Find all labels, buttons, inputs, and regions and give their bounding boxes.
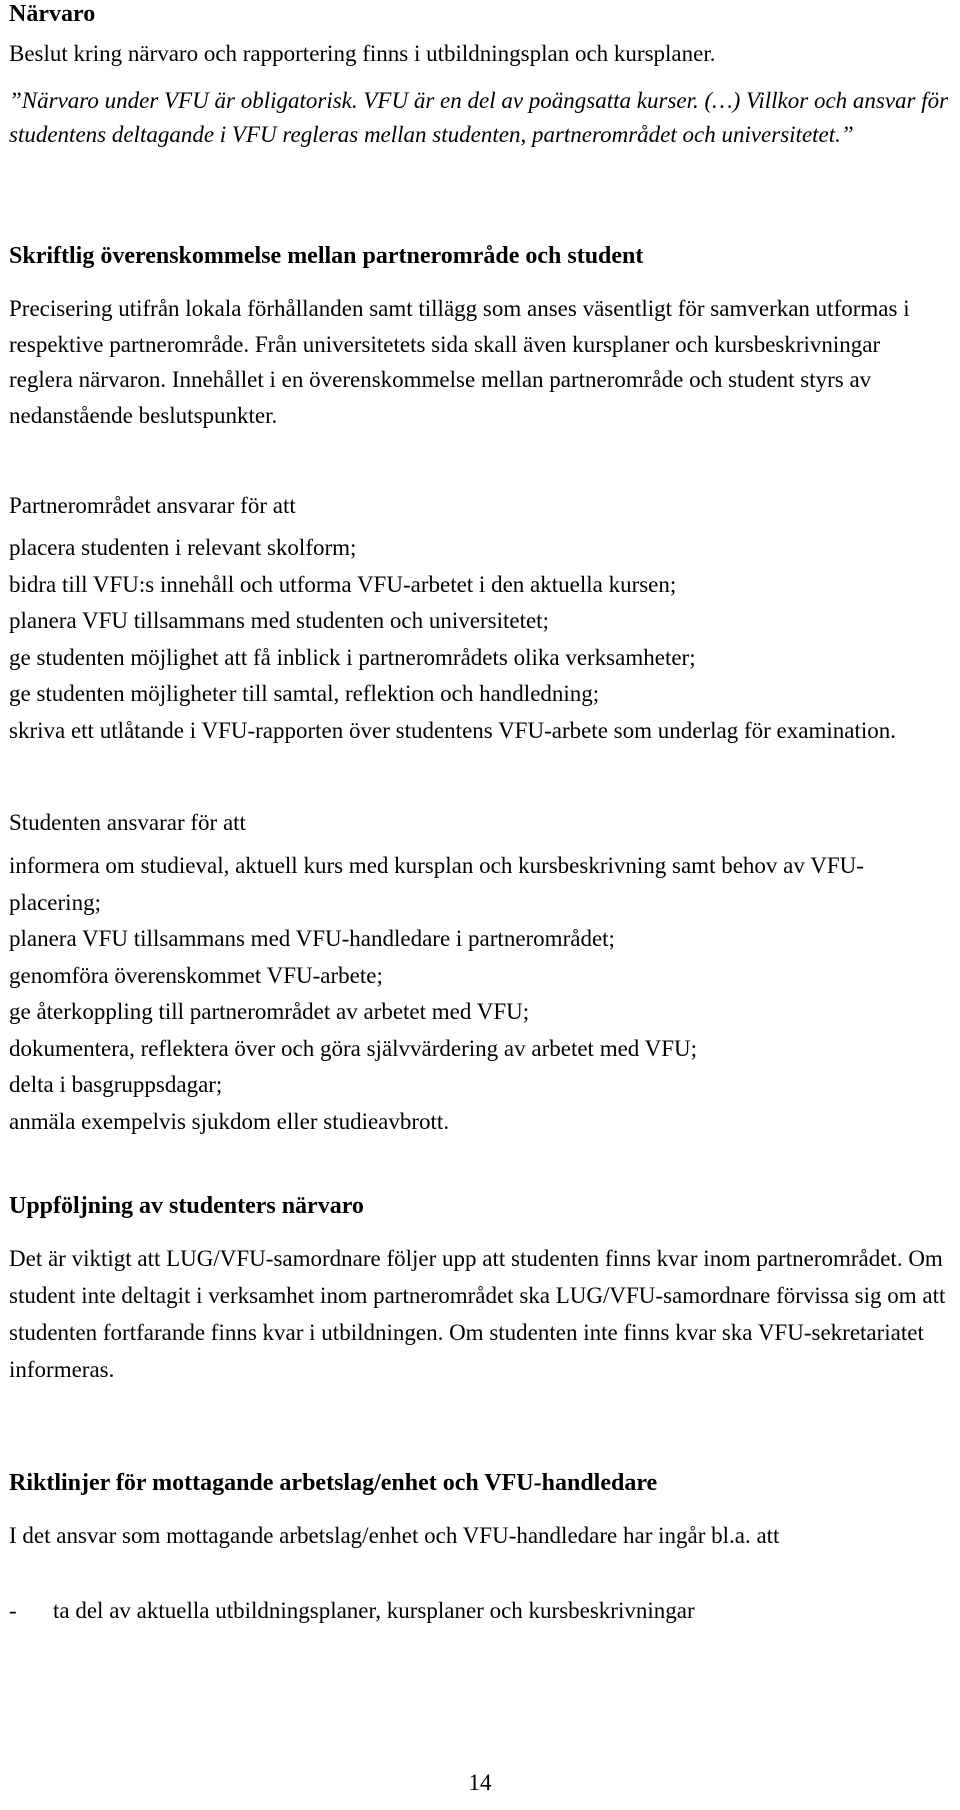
student-list-item: dokumentera, reflektera över och göra självvärdering av arbetet med VFU;: [9, 1035, 698, 1061]
partner-list-item: ge studenten möjligheter till samtal, reflektion och handledning;: [9, 681, 600, 706]
partner-lead: Partnerområdet ansvarar för att: [9, 493, 296, 518]
partner-responsibility-list: [9, 530, 949, 749]
student-list-item: anmäla exempelvis sjukdom eller studieavbrott.: [9, 1108, 450, 1134]
student-responsibility-list: [9, 848, 949, 1140]
section-title-guidelines: Riktlinjer för mottagande arbetslag/enhet och VFU-handledare: [9, 1470, 658, 1496]
student-list-item: genomföra överenskommet VFU-arbete;: [9, 962, 383, 988]
guidelines-dash-text: ta del av aktuella utbildningsplaner, kursplaner och kursbeskrivningar: [53, 1598, 695, 1623]
narvaro-intro: Beslut kring närvaro och rapportering finns i utbildningsplan och kursplaner.: [9, 41, 716, 66]
guidelines-body: I det ansvar som mottagande arbetslag/enhet och VFU-handledare har ingår bl.a. att: [9, 1523, 780, 1548]
partner-list-item: placera studenten i relevant skolform;: [9, 535, 357, 560]
student-list-item: ge återkoppling till partnerområdet av arbetet med VFU;: [9, 999, 530, 1024]
page-number: 14: [468, 1770, 492, 1795]
followup-body: Det är viktigt att LUG/VFU-samordnare följer upp att studenten finns kvar inom partnerområdet. Om student inte deltagit i verksamhet inom partnerområdet ska LUG/VFU-samordnare förvissa sig om att studenten fortfarande finns kvar i utbildningen. Om studenten inte finns kvar ska VFU-sekretariatet informeras.: [9, 1246, 946, 1382]
partner-list-item: planera VFU tillsammans med studenten och universitetet;: [9, 608, 549, 633]
guidelines-dash-item: [9, 1593, 695, 1629]
student-list-item: planera VFU tillsammans med VFU-handledare i partnerområdet;: [9, 926, 615, 951]
section-title-narvaro: Närvaro: [9, 1, 96, 27]
narvaro-quote: ”Närvaro under VFU är obligatorisk. VFU är en del av poängsatta kurser. (…) Villkor och ansvar för studentens deltagande i VFU regleras mellan studenten, partnerområdet och universitetet.”: [9, 88, 949, 147]
student-list-item: informera om studieval, aktuell kurs med kursplan och kursbeskrivning samt behov av VFU-placering;: [9, 853, 864, 915]
section-title-agreement: Skriftlig överenskommelse mellan partnerområde och student: [9, 243, 644, 269]
student-list-item: delta i basgruppsdagar;: [9, 1072, 223, 1097]
dash-marker: -: [9, 1598, 17, 1623]
section-title-followup: Uppföljning av studenters närvaro: [9, 1193, 364, 1219]
agreement-body: Precisering utifrån lokala förhållanden samt tillägg som anses väsentligt för samverkan utformas i respektive partnerområde. Från universitetets sida skall även kursplaner och kursbeskrivningar reglera närvaron. Innehållet i en överenskommelse mellan partnerområde och student styrs av nedanstående beslutspunkter.: [9, 296, 910, 428]
partner-list-item: skriva ett utlåtande i VFU-rapporten över studentens VFU-arbete som underlag för examination.: [9, 717, 896, 743]
student-lead: Studenten ansvarar för att: [9, 810, 246, 835]
partner-list-item: bidra till VFU:s innehåll och utforma VFU-arbetet i den aktuella kursen;: [9, 571, 677, 597]
partner-list-item: ge studenten möjlighet att få inblick i partnerområdets olika verksamheter;: [9, 644, 696, 670]
